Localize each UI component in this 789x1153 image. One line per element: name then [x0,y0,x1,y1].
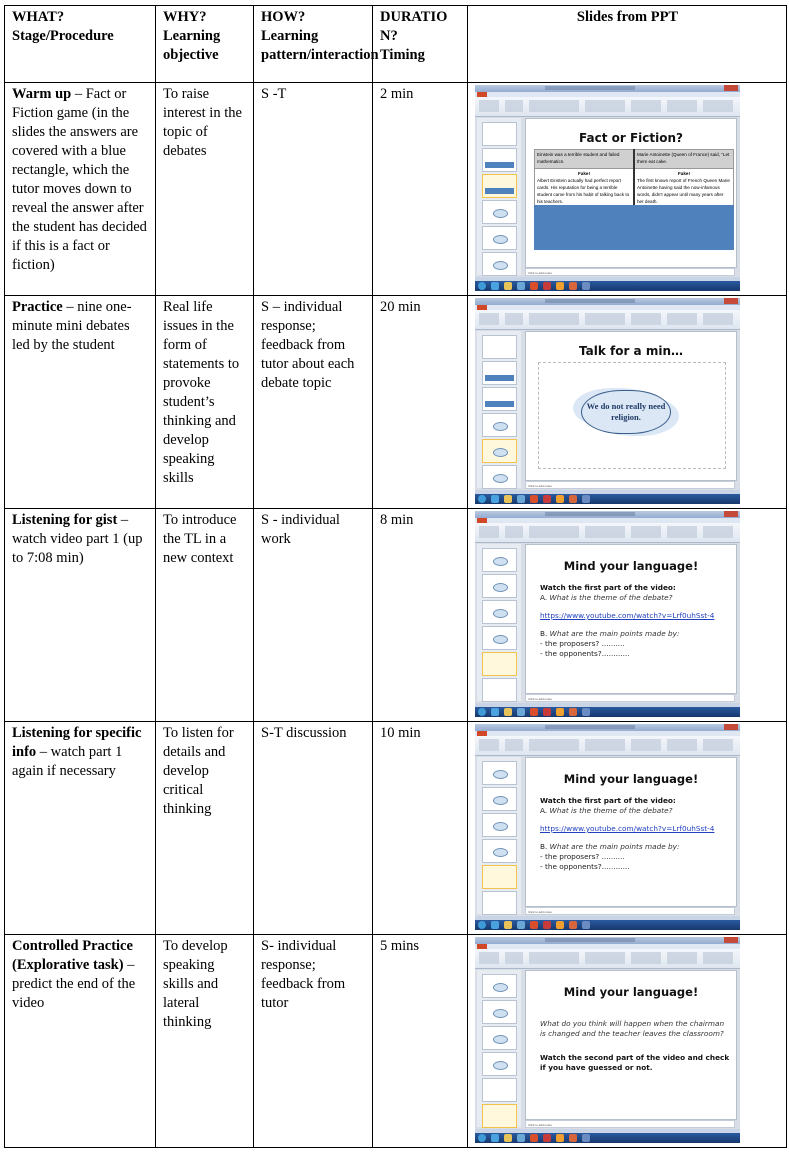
stage-cell: Listening for gist – watch video part 1 (up to 7:08 min) [5,509,156,722]
slide-thumbnail [482,813,517,837]
slide-thumbnail [482,200,517,224]
objective-cell: To listen for details and develop critical thinking [156,722,254,935]
ribbon-toolbar [475,736,740,756]
close-icon [724,85,738,91]
slide-thumbnail [482,122,517,146]
close-icon [724,298,738,304]
header-how: HOW? Learning pattern/interaction [254,6,373,83]
slide-thumbnail [482,361,517,385]
slide-thumbnail [482,839,517,863]
slide-thumbnail [482,626,517,650]
table-row [5,296,787,509]
window-titlebar [475,85,740,92]
stage-cell: Warm up – Fact or Fiction game (in the slides the answers are covered with a blue rectangle, which the tutor moves down to reveal the answer after the student has decided if this is a fact or fiction) [5,83,156,296]
lesson-plan-table [4,5,787,1148]
slide-screenshot-cell [468,509,787,722]
slide-thumbnails-pane [477,331,521,488]
slide-canvas [525,118,737,268]
interaction-cell: S - individual work [254,509,373,722]
slide-thumbnail [482,252,517,276]
notes-pane: Click to add notes [525,694,735,702]
table-row [5,722,787,935]
notes-pane: Click to add notes [525,268,735,276]
slide-thumbnails-pane [477,970,521,1127]
timing-cell: 20 min [373,296,468,509]
slide-thumbnail [482,387,517,411]
question-b: What are the main points made by: [549,629,680,638]
start-icon [478,282,486,290]
table-row [5,83,787,296]
slide-canvas [525,970,737,1120]
objective-cell: Real life issues in the form of statements to provoke student’s thinking and develop speaking skills [156,296,254,509]
slide-thumbnail [482,974,517,998]
slide-thumbnail [482,465,517,489]
notes-pane: Click to add notes [525,907,735,915]
slide-thumbnail [482,600,517,624]
video-link[interactable]: https://www.youtube.com/watch?v=Lrf0uhSst-4 [540,611,715,620]
slide-thumbnail [482,413,517,437]
interaction-cell: S-T discussion [254,722,373,935]
slide-canvas [525,544,737,694]
window-titlebar [475,511,740,518]
blue-cover-rectangle [534,205,734,250]
ppt-screenshot [475,724,740,930]
slide-title: Mind your language! [563,559,699,573]
interaction-cell: S -T [254,83,373,296]
slide-thumbnail [482,1026,517,1050]
slide-body: Watch the first part of the video: A. What is the theme of the debate? https://www.youtube.com/watch?v=Lrf0uhSst-4 B. What are the main points made by: - the proposers? .......... - the opponents?............ [540,796,730,872]
cloud-callout: We do not really need religion. [581,390,671,434]
slide-thumbnail [482,891,517,915]
header-what: WHAT? Stage/Procedure [5,6,156,83]
windows-taskbar [475,494,740,504]
notes-pane: Click to add notes [525,481,735,489]
slide-thumbnail [482,148,517,172]
notes-pane: Click to add notes [525,1120,735,1128]
ppt-screenshot [475,937,740,1143]
instruction-line: Watch the first part of the video: [540,796,676,805]
bullet-proposers: - the proposers? .......... [540,852,625,861]
start-icon [478,495,486,503]
slide-body: Watch the first part of the video: A. What is the theme of the debate? https://www.youtube.com/watch?v=Lrf0uhSst-4 B. What are the main points made by: - the proposers? .......... - the opponents?............ [540,583,730,659]
answer-2-label: Fake! [677,171,690,176]
answer-1-label: Fake! [577,171,590,176]
timing-cell: 10 min [373,722,468,935]
stage-cell: Controlled Practice (Explorative task) – predict the end of the video [5,935,156,1148]
slide-thumbnail [482,574,517,598]
objective-cell: To develop speaking skills and lateral thinking [156,935,254,1148]
statement-1: Einstein was a terrible student and failed mathematics. [535,150,635,169]
ribbon-toolbar [475,949,740,969]
objective-cell: To raise interest in the topic of debates [156,83,254,296]
statement-2: Marie Antoinette (Queen of France) said, "Let them eat cake. [634,150,734,169]
prediction-question: What do you think will happen when the chairman is changed and the teacher leaves the classroom? [540,1019,725,1038]
slide-thumbnail [482,1000,517,1024]
instruction-line: Watch the second part of the video and check if you have guessed or not. [540,1053,730,1072]
slide-screenshot-cell [468,296,787,509]
slide-thumbnails-pane [477,757,521,914]
start-icon [478,708,486,716]
interaction-cell: S – individual response; feedback from tutor about each debate topic [254,296,373,509]
header-duration: DURATION? Timing [373,6,468,83]
ppt-screenshot [475,511,740,717]
slide-thumbnail-selected [482,174,517,198]
timing-cell: 8 min [373,509,468,722]
timing-cell: 5 mins [373,935,468,1148]
slide-thumbnails-pane [477,544,521,701]
windows-taskbar [475,920,740,930]
slide-thumbnail-selected [482,1104,517,1128]
timing-cell: 2 min [373,83,468,296]
slide-title: Talk for a min… [578,344,683,358]
close-icon [724,724,738,730]
ribbon-toolbar [475,523,740,543]
slide-thumbnail [482,1052,517,1076]
slide-screenshot-cell [468,935,787,1148]
slide-screenshot-cell [468,722,787,935]
windows-taskbar [475,281,740,291]
header-slides: Slides from PPT [468,6,787,83]
close-icon [724,937,738,943]
window-titlebar [475,937,740,944]
window-titlebar [475,724,740,731]
selection-frame [538,362,726,469]
question-b: What are the main points made by: [549,842,680,851]
table-row [5,509,787,722]
slide-thumbnail-selected [482,439,517,463]
slide-thumbnail-selected [482,865,517,889]
slide-thumbnail [482,761,517,785]
slide-title: Fact or Fiction? [579,131,683,145]
bullet-opponents: - the opponents?............ [540,649,630,658]
ppt-screenshot [475,298,740,504]
slide-canvas [525,757,737,907]
bullet-opponents: - the opponents?............ [540,862,630,871]
ribbon-toolbar [475,310,740,330]
slide-thumbnail [482,787,517,811]
slide-thumbnail [482,548,517,572]
answer-2: The first known report of French Queen Marie Antoinette having said the now-infamous words, didn't appear until many years after her death. [637,178,730,204]
window-titlebar [475,298,740,305]
slide-thumbnail [482,1078,517,1102]
stage-cell: Practice – nine one-minute mini debates led by the student [5,296,156,509]
slide-title: Mind your language! [563,772,699,786]
slide-thumbnail [482,226,517,250]
windows-taskbar [475,1133,740,1143]
interaction-cell: S- individual response; feedback from tutor [254,935,373,1148]
instruction-line: Watch the first part of the video: [540,583,676,592]
header-why: WHY? Learning objective [156,6,254,83]
start-icon [478,921,486,929]
question-a: What is the theme of the debate? [549,806,673,815]
stage-cell: Listening for specific info – watch part 1 again if necessary [5,722,156,935]
close-icon [724,511,738,517]
question-a: What is the theme of the debate? [549,593,673,602]
objective-cell: To introduce the TL in a new context [156,509,254,722]
slide-canvas [525,331,737,481]
start-icon [478,1134,486,1142]
slide-title: Mind your language! [563,985,699,999]
ribbon-toolbar [475,97,740,117]
slide-thumbnail-selected [482,652,517,676]
ppt-screenshot [475,85,740,291]
table-row [5,935,787,1148]
answer-1: Albert Einstein actually had perfect report cards. His reputation for being a terrible student came from his habit of talking back to his teachers. [537,178,630,204]
fact-fiction-grid [534,149,734,207]
slide-thumbnail [482,335,517,359]
slide-screenshot-cell [468,83,787,296]
slide-thumbnail [482,678,517,702]
slide-thumbnails-pane [477,118,521,275]
windows-taskbar [475,707,740,717]
video-link[interactable]: https://www.youtube.com/watch?v=Lrf0uhSst-4 [540,824,715,833]
slide-body [540,1019,730,1073]
bullet-proposers: - the proposers? .......... [540,639,625,648]
header-row [5,6,787,83]
